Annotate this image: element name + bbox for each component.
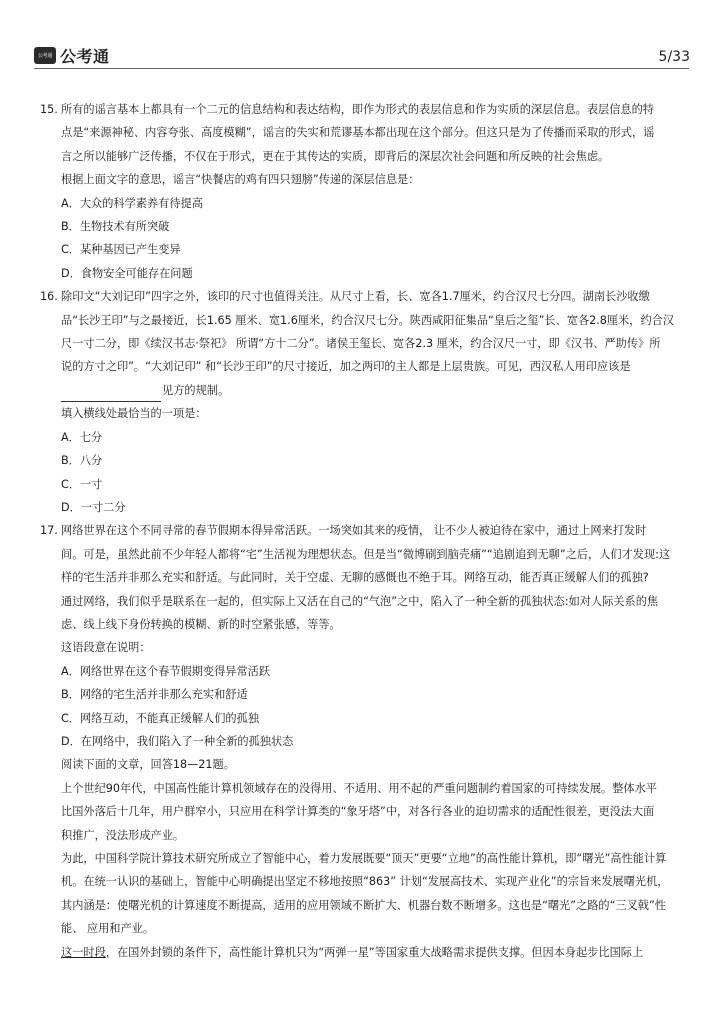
question-prompt: 这语段意在说明： [61, 641, 151, 655]
document-body [0, 98, 724, 964]
option-b: B．八分 [61, 454, 103, 468]
question-text-line: 言之所以能够广泛传播，不仅在于形式，更在于其传达的实质，即背后的深层次社会问题和所反映的社会焦虑。 [61, 149, 610, 163]
option-c: C．一寸 [61, 477, 103, 491]
underlined-phrase: 这一时段 [61, 945, 106, 959]
option-a: A．网络世界在这个春节假期变得异常活跃 [61, 664, 271, 678]
fill-blank [61, 387, 161, 402]
option-d: D．在网络中，我们陷入了一种全新的孤独状态 [61, 734, 294, 748]
passage-line: 上个世纪90年代，中国高性能计算机领域存在的没得用、不适用、用不起的严重问题制约着国家的可持续发展。整体水平 [61, 781, 657, 795]
option-c: C．网络互动，不能真正缓解人们的孤独 [61, 711, 260, 725]
passage-line [61, 941, 690, 964]
question-text-line: 虑、线上线下身份转换的模糊、新的时空紧张感，等等。 [61, 617, 341, 631]
passage-line: 比国外落后十几年，用户群窄小，只应用在科学计算类的“象牙塔”中，对各行各业的迫切需求的适配性很差，更没法大面 [61, 805, 655, 819]
blank-suffix: 见方的规制。 [162, 383, 230, 397]
question-prompt: 填入横线处最恰当的一项是： [61, 407, 207, 421]
passage-line: 为此，中国科学院计算技术研究所成立了智能中心，着力发展既要“顶天”更要“立地”的高性能计算机，即“曙光”高性能计算 [61, 852, 667, 865]
question-text-line: 说的方寸之印”。“大刘记印” 和“长沙王印”的尺寸接近，加之两印的主人都是上层贵族。可见，西汉私人用印应该是 [61, 360, 631, 374]
question-text-line: 样的宅生活并非那么充实和舒适。与此同时，关于空虚、无聊的感慨也不绝于耳。网络互动，能否真正缓解人们的孤独? [61, 571, 649, 585]
question-text-line: 尺一寸二分，即《续汉书志·祭祀》 所谓“方十二分”。诸侯王玺长、宽各2.3 厘米，约合汉尺一寸，即《汉书、严助传》所 [61, 337, 661, 351]
option-d: D．食物安全可能存在问题 [61, 266, 193, 280]
passage-line: 能、 应用和产业。 [61, 922, 155, 936]
logo-badge-icon: 公考通 [34, 47, 56, 64]
question-text-line [61, 379, 690, 402]
question-text-line: 品“长沙王印”与之最接近，长1.65 厘米、宽1.6厘米，约合汉尺七分。陕西咸阳征集品“皇后之玺”长、宽各2.8厘米，约合汉 [61, 313, 675, 327]
page-number: 5/33 [658, 49, 690, 65]
question-number: 16. [40, 290, 58, 304]
option-a: A．七分 [61, 430, 103, 444]
question-text-line: 所有的谣言基本上都具有一个二元的信息结构和表达结构，即作为形式的表层信息和作为实质的深层信息。表层信息的特 [61, 103, 654, 116]
option-a: A．大众的科学素养有待提高 [61, 196, 203, 210]
option-c: C．某种基因已产生变异 [61, 243, 181, 257]
page-header [0, 0, 724, 70]
question-text-line: 除印文“大刘记印”四字之外，该印的尺寸也值得关注。从尺寸上看，长、宽各1.7厘米，约合汉尺七分四。湖南长沙收缴 [61, 290, 650, 304]
header-divider [34, 68, 689, 69]
question-16 [0, 285, 724, 519]
passage-intro: 阅读下面的文章，回答18—21题。 [61, 758, 235, 772]
question-17 [0, 519, 724, 753]
logo [34, 44, 110, 67]
option-b: B．网络的宅生活并非那么充实和舒适 [61, 688, 248, 702]
question-number: 17. [40, 524, 58, 538]
option-b: B．生物技术有所突破 [61, 220, 170, 234]
passage-line: 积推广，没法形成产业。 [61, 828, 185, 842]
question-15 [0, 98, 724, 285]
option-d: D．一寸二分 [61, 500, 126, 514]
question-text-line: 通过网络，我们似乎是联系在一起的，但实际上又活在自己的“气泡”之中，陷入了一种全新的孤独状态:如对人际关系的焦 [61, 594, 659, 608]
passage-line: 机。在统一认识的基础上，智能中心明确提出坚定不移地按照“863” 计划“发展高技术、实现产业化”的宗旨来发展曙光机， [61, 875, 669, 889]
passage-line: 其内涵是：使曙光机的计算速度不断提高，适用的应用领域不断扩大、机器台数不断增多。这也是“曙光”之路的“三叉戟”性 [61, 898, 666, 912]
question-prompt: 根据上面文字的意思，谣言“快餐店的鸡有四只翅膀”传递的深层信息是： [61, 173, 420, 187]
logo-text: 公考通 [60, 47, 110, 66]
question-number: 15. [40, 103, 58, 116]
reading-passage [0, 753, 724, 964]
passage-line-rest: ，在国外封锁的条件下，高性能计算机只为“两弹一星”等国家重大战略需求提供支撑。但因本身起步比国际上 [105, 945, 644, 959]
question-text-line: 间。可是，虽然此前不少年轻人都将“宅”生活视为理想状态。但是当“微博刷到脑壳痛”“追剧追到无聊”之后，人们才发现:这 [61, 547, 671, 561]
question-text-line: 网络世界在这个不同寻常的春节假期本得异常活跃。一场突如其来的疫情， 让不少人被迫待在家中，通过上网来打发时 [61, 524, 647, 538]
question-text-line: 点是“来源神秘、内容夸张、高度模糊”，谣言的失实和荒谬基本都出现在这个部分。但这只是为了传播而采取的形式，谣 [61, 126, 655, 140]
